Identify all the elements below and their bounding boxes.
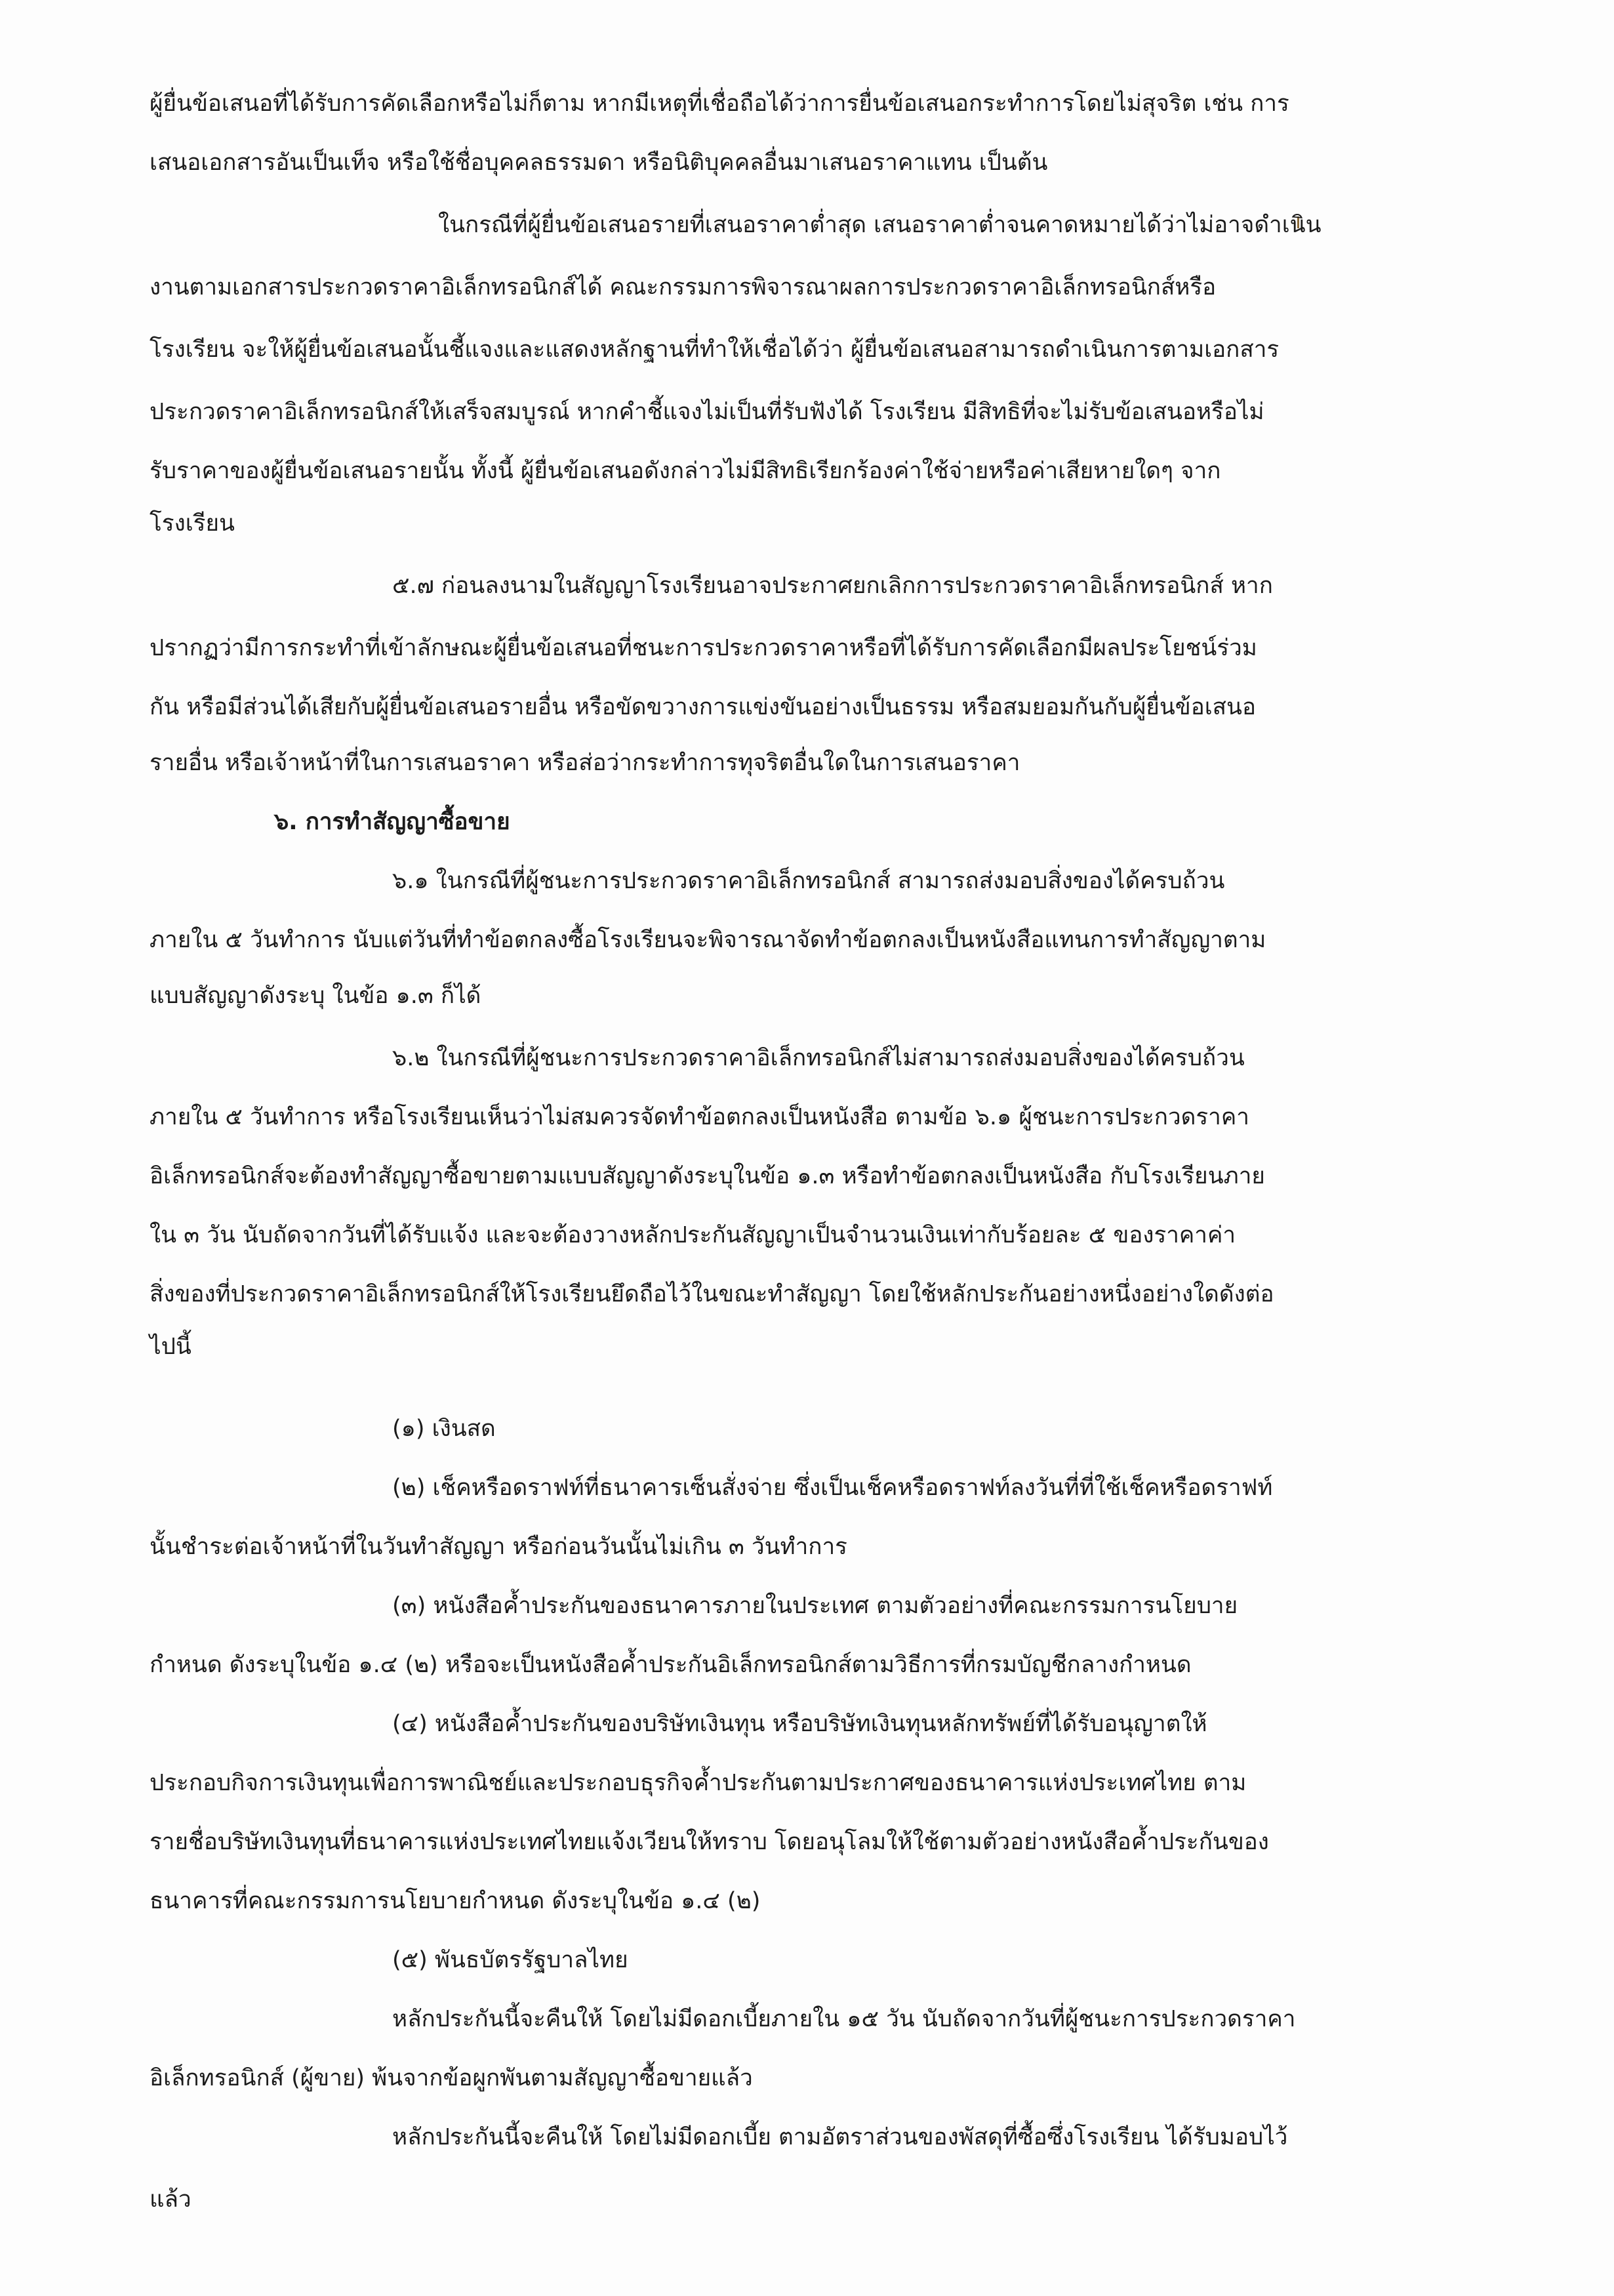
text-line: รายชื่อบริษัทเงินทุนที่ธนาคารแห่งประเทศไทยแจ้งเวียนให้ทราบ โดยอนุโลมให้ใช้ตามตัวอย่างหนังสือค้ำประกันของ — [150, 1829, 1269, 1855]
text-line: (๓) หนังสือค้ำประกันของธนาคารภายในประเทศ ตามตัวอย่างที่คณะกรรมการนโยบาย — [392, 1593, 1238, 1619]
text-line: ธนาคารที่คณะกรรมการนโยบายกำหนด ดังระบุในข้อ ๑.๔ (๒) — [150, 1888, 761, 1914]
text-line: ผู้ยื่นข้อเสนอที่ได้รับการคัดเลือกหรือไม่ก็ตาม หากมีเหตุที่เชื่อถือได้ว่าการยื่นข้อเสนอกระทำการโดยไม่สุจริต เช่น การ — [150, 91, 1289, 117]
text-line: ประกอบกิจการเงินทุนเพื่อการพาณิชย์และประกอบธุรกิจค้ำประกันตามประกาศของธนาคารแห่งประเทศไทย ตาม — [150, 1770, 1247, 1796]
text-line: ในกรณีที่ผู้ยื่นข้อเสนอรายที่เสนอราคาต่ำสุด เสนอราคาต่ำจนคาดหมายได้ว่าไม่อาจดำเนิน — [438, 212, 1321, 238]
text-line: ๖.๑ ในกรณีที่ผู้ชนะการประกวดราคาอิเล็กทรอนิกส์ สามารถส่งมอบสิ่งของได้ครบถ้วน — [392, 868, 1225, 894]
text-line: (๑) เงินสด — [392, 1416, 496, 1442]
text-line: รายอื่น หรือเจ้าหน้าที่ในการเสนอราคา หรือส่อว่ากระทำการทุจริตอื่นใดในการเสนอราคา — [150, 750, 1020, 776]
text-line: อิเล็กทรอนิกส์ (ผู้ขาย) พ้นจากข้อผูกพันตามสัญญาซื้อขายแล้ว — [150, 2065, 753, 2091]
text-line: แล้ว — [150, 2186, 192, 2213]
text-line: (๒) เช็คหรือดราฟท์ที่ธนาคารเซ็นสั่งจ่าย ซึ่งเป็นเช็คหรือดราฟท์ลงวันที่ที่ใช้เช็คหรือดราฟท์ — [392, 1475, 1273, 1501]
text-line: ๕.๗ ก่อนลงนามในสัญญาโรงเรียนอาจประกาศยกเลิกการประกวดราคาอิเล็กทรอนิกส์ หาก — [392, 573, 1273, 599]
text-line: เสนอเอกสารอันเป็นเท็จ หรือใช้ชื่อบุคคลธรรมดา หรือนิติบุคคลอื่นมาเสนอราคาแทน เป็นต้น — [150, 150, 1048, 176]
text-line: สิ่งของที่ประกวดราคาอิเล็กทรอนิกส์ให้โรงเรียนยึดถือไว้ในขณะทำสัญญา โดยใช้หลักประกันอย่างหนึ่งอย่างใดดังต่อ — [150, 1281, 1274, 1307]
text-line: นั้นชำระต่อเจ้าหน้าที่ในวันทำสัญญา หรือก่อนวันนั้นไม่เกิน ๓ วันทำการ — [150, 1534, 847, 1560]
text-line: (๔) หนังสือค้ำประกันของบริษัทเงินทุน หรือบริษัทเงินทุนหลักทรัพย์ที่ได้รับอนุญาตให้ — [392, 1711, 1207, 1737]
text-line: ใน ๓ วัน นับถัดจากวันที่ได้รับแจ้ง และจะต้องวางหลักประกันสัญญาเป็นจำนวนเงินเท่ากับร้อยละ ๕ ของราคาค่า — [150, 1222, 1236, 1248]
text-line: โรงเรียน จะให้ผู้ยื่นข้อเสนอนั้นชี้แจงและแสดงหลักฐานที่ทำให้เชื่อได้ว่า ผู้ยื่นข้อเสนอสามารถดำเนินการตามเอกสาร — [150, 337, 1280, 363]
text-line: รับราคาของผู้ยื่นข้อเสนอรายนั้น ทั้งนี้ ผู้ยื่นข้อเสนอดังกล่าวไม่มีสิทธิเรียกร้องค่าใช้จ่ายหรือค่าเสียหายใดๆ จาก — [150, 458, 1221, 484]
text-line: ภายใน ๕ วันทำการ นับแต่วันที่ทำข้อตกลงซื้อโรงเรียนจะพิจารณาจัดทำข้อตกลงเป็นหนังสือแทนการทำสัญญาตาม — [150, 927, 1266, 953]
text-line: กัน หรือมีส่วนได้เสียกับผู้ยื่นข้อเสนอรายอื่น หรือขัดขวางการแข่งขันอย่างเป็นธรรม หรือสมยอมกันกับผู้ยื่นข้อเสนอ — [150, 694, 1256, 720]
text-line: ไปนี้ — [150, 1334, 192, 1360]
text-line: โรงเรียน — [150, 510, 235, 537]
text-line: กำหนด ดังระบุในข้อ ๑.๔ (๒) หรือจะเป็นหนังสือค้ำประกันอิเล็กทรอนิกส์ตามวิธีการที่กรมบัญชีกลางกำหนด — [150, 1652, 1192, 1678]
text-line: งานตามเอกสารประกวดราคาอิเล็กทรอนิกส์ได้ คณะกรรมการพิจารณาผลการประกวดราคาอิเล็กทรอนิกส์หรือ — [150, 274, 1217, 300]
text-line: ประกวดราคาอิเล็กทรอนิกส์ให้เสร็จสมบูรณ์ หากคำชี้แจงไม่เป็นที่รับฟังได้ โรงเรียน มีสิทธิที่จะไม่รับข้อเสนอหรือไม่ — [150, 399, 1264, 425]
text-line: หลักประกันนี้จะคืนให้ โดยไม่มีดอกเบี้ย ตามอัตราส่วนของพัสดุที่ซื้อซึ่งโรงเรียน ได้รับมอบไว้ — [392, 2124, 1288, 2150]
text-line: อิเล็กทรอนิกส์จะต้องทำสัญญาซื้อขายตามแบบสัญญาดังระบุในข้อ ๑.๓ หรือทำข้อตกลงเป็นหนังสือ กับโรงเรียนภาย — [150, 1163, 1265, 1189]
text-line: ปรากฏว่ามีการกระทำที่เข้าลักษณะผู้ยื่นข้อเสนอที่ชนะการประกวดราคาหรือที่ได้รับการคัดเลือกมีผลประโยชน์ร่วม — [150, 635, 1257, 661]
text-line: ๖.๒ ในกรณีที่ผู้ชนะการประกวดราคาอิเล็กทรอนิกส์ไม่สามารถส่งมอบสิ่งของได้ครบถ้วน — [392, 1045, 1245, 1071]
text-line: แบบสัญญาดังระบุ ในข้อ ๑.๓ ก็ได้ — [150, 983, 481, 1009]
text-line: (๕) พันธบัตรรัฐบาลไทย — [392, 1947, 628, 1973]
text-line: หลักประกันนี้จะคืนให้ โดยไม่มีดอกเบี้ยภายใน ๑๕ วัน นับถัดจากวันที่ผู้ชนะการประกวดราคา — [392, 2006, 1296, 2032]
section-heading: ๖. การทำสัญญาซื้อขาย — [274, 809, 510, 835]
text-line: ภายใน ๕ วันทำการ หรือโรงเรียนเห็นว่าไม่สมควรจัดทำข้อตกลงเป็นหนังสือ ตามข้อ ๖.๑ ผู้ชนะการประกวดราคา — [150, 1104, 1249, 1130]
